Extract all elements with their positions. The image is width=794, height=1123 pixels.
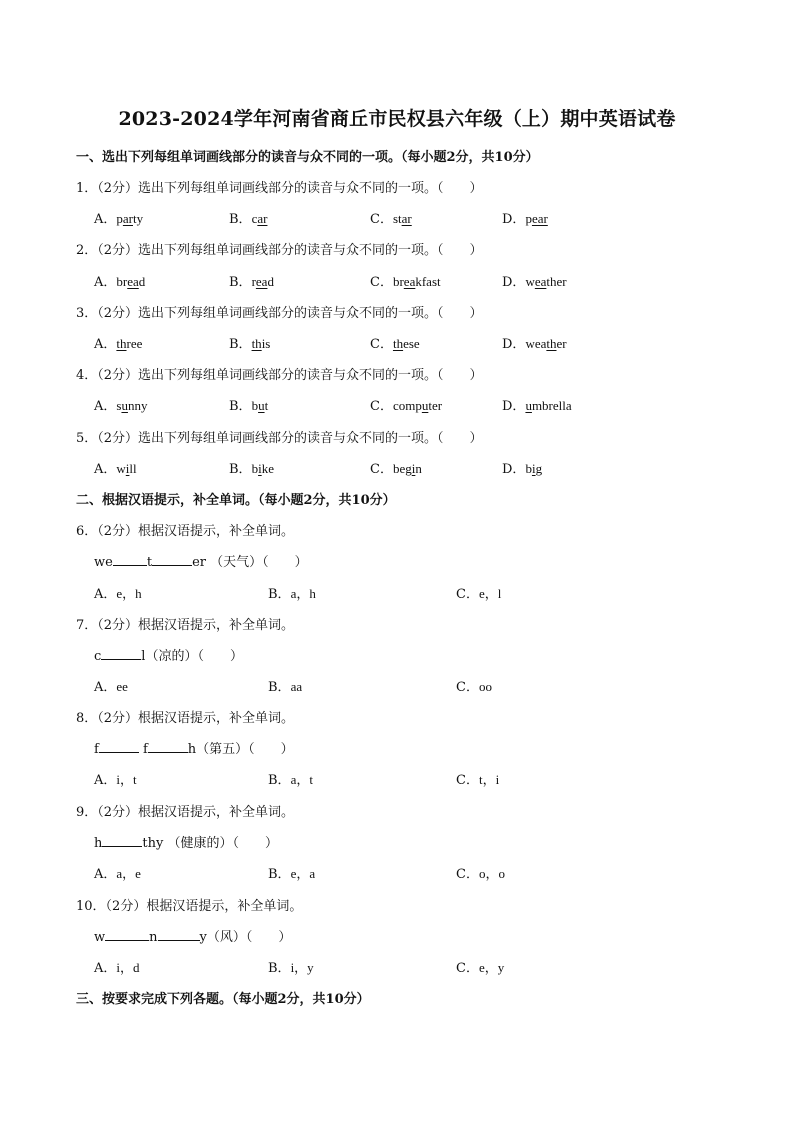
q6-option-c[interactable]: C．e，l: [456, 586, 502, 602]
question-1-stem: 1．（2分）选出下列每组单词画线部分的读音与众不同的一项。（ ）: [76, 181, 483, 196]
q3-option-b[interactable]: B．this: [229, 336, 271, 352]
answer-blank[interactable]: [113, 554, 147, 566]
question-10-prompt: w n y（风）（ ）: [94, 930, 292, 945]
answer-blank[interactable]: [101, 648, 141, 660]
q4-option-b[interactable]: B．but: [229, 398, 269, 414]
section-heading-1: 一、选出下列每组单词画线部分的读音与众不同的一项。（每小题2分，共10分）: [76, 150, 539, 165]
q1-option-d[interactable]: D．pear: [502, 211, 548, 227]
q10-option-b[interactable]: B．i，y: [268, 960, 314, 976]
q2-option-b[interactable]: B．read: [229, 274, 274, 290]
question-3-stem: 3．（2分）选出下列每组单词画线部分的读音与众不同的一项。（ ）: [76, 306, 483, 321]
answer-blank[interactable]: [152, 554, 192, 566]
q3-option-c[interactable]: C．these: [370, 336, 420, 352]
page-title: 2023-2024学年河南省商丘市民权县六年级（上）期中英语试卷: [118, 108, 676, 130]
q8-option-a[interactable]: A．i，t: [94, 772, 137, 788]
section-heading-3: 三、按要求完成下列各题。（每小题2分，共10分）: [76, 992, 370, 1007]
answer-blank[interactable]: [158, 929, 200, 941]
q1-option-a[interactable]: A．party: [94, 211, 144, 227]
question-9-stem: 9．（2分）根据汉语提示，补全单词。: [76, 805, 295, 820]
question-2-stem: 2．（2分）选出下列每组单词画线部分的读音与众不同的一项。（ ）: [76, 243, 483, 258]
q9-option-c[interactable]: C．o，o: [456, 866, 505, 882]
question-8-stem: 8．（2分）根据汉语提示，补全单词。: [76, 711, 295, 726]
q5-option-c[interactable]: C．begin: [370, 461, 422, 477]
q10-option-a[interactable]: A．i，d: [94, 960, 140, 976]
q5-option-a[interactable]: A．will: [94, 461, 137, 477]
q10-option-c[interactable]: C．e，y: [456, 960, 505, 976]
q1-option-b[interactable]: B．car: [229, 211, 268, 227]
question-9-prompt: h thy （健康的）（ ）: [94, 836, 278, 851]
answer-blank[interactable]: [148, 741, 188, 753]
q1-option-c[interactable]: C．star: [370, 211, 412, 227]
question-7-prompt: c l（凉的）（ ）: [94, 649, 243, 664]
q5-option-b[interactable]: B．bike: [229, 461, 274, 477]
q7-option-b[interactable]: B．aa: [268, 679, 303, 695]
question-4-stem: 4．（2分）选出下列每组单词画线部分的读音与众不同的一项。（ ）: [76, 368, 483, 383]
answer-blank[interactable]: [102, 835, 142, 847]
q4-option-a[interactable]: A．sunny: [94, 398, 148, 414]
q4-option-d[interactable]: D．umbrella: [502, 398, 572, 414]
question-8-prompt: f f h（第五）（ ）: [94, 742, 294, 757]
q8-option-c[interactable]: C．t，i: [456, 772, 500, 788]
q6-option-a[interactable]: A．e，h: [94, 586, 142, 602]
q2-option-a[interactable]: A．bread: [94, 274, 146, 290]
section-heading-2: 二、根据汉语提示，补全单词。（每小题2分，共10分）: [76, 493, 396, 508]
q2-option-c[interactable]: C．breakfast: [370, 274, 441, 290]
answer-blank[interactable]: [105, 929, 149, 941]
question-6-prompt: we t er （天气）（ ）: [94, 555, 308, 570]
question-6-stem: 6．（2分）根据汉语提示，补全单词。: [76, 524, 295, 539]
q2-option-d[interactable]: D．weather: [502, 274, 567, 290]
question-5-stem: 5．（2分）选出下列每组单词画线部分的读音与众不同的一项。（ ）: [76, 431, 483, 446]
question-7-stem: 7．（2分）根据汉语提示，补全单词。: [76, 618, 295, 633]
question-10-stem: 10．（2分）根据汉语提示，补全单词。: [76, 899, 303, 914]
q5-option-d[interactable]: D．big: [502, 461, 543, 477]
answer-blank[interactable]: [99, 741, 139, 753]
q7-option-c[interactable]: C．oo: [456, 679, 492, 695]
q4-option-c[interactable]: C．computer: [370, 398, 443, 414]
q8-option-b[interactable]: B．a，t: [268, 772, 313, 788]
q6-option-b[interactable]: B．a，h: [268, 586, 316, 602]
q3-option-a[interactable]: A．three: [94, 336, 143, 352]
q9-option-b[interactable]: B．e，a: [268, 866, 316, 882]
q9-option-a[interactable]: A．a，e: [94, 866, 141, 882]
q7-option-a[interactable]: A．ee: [94, 679, 128, 695]
q3-option-d[interactable]: D．weather: [502, 336, 567, 352]
